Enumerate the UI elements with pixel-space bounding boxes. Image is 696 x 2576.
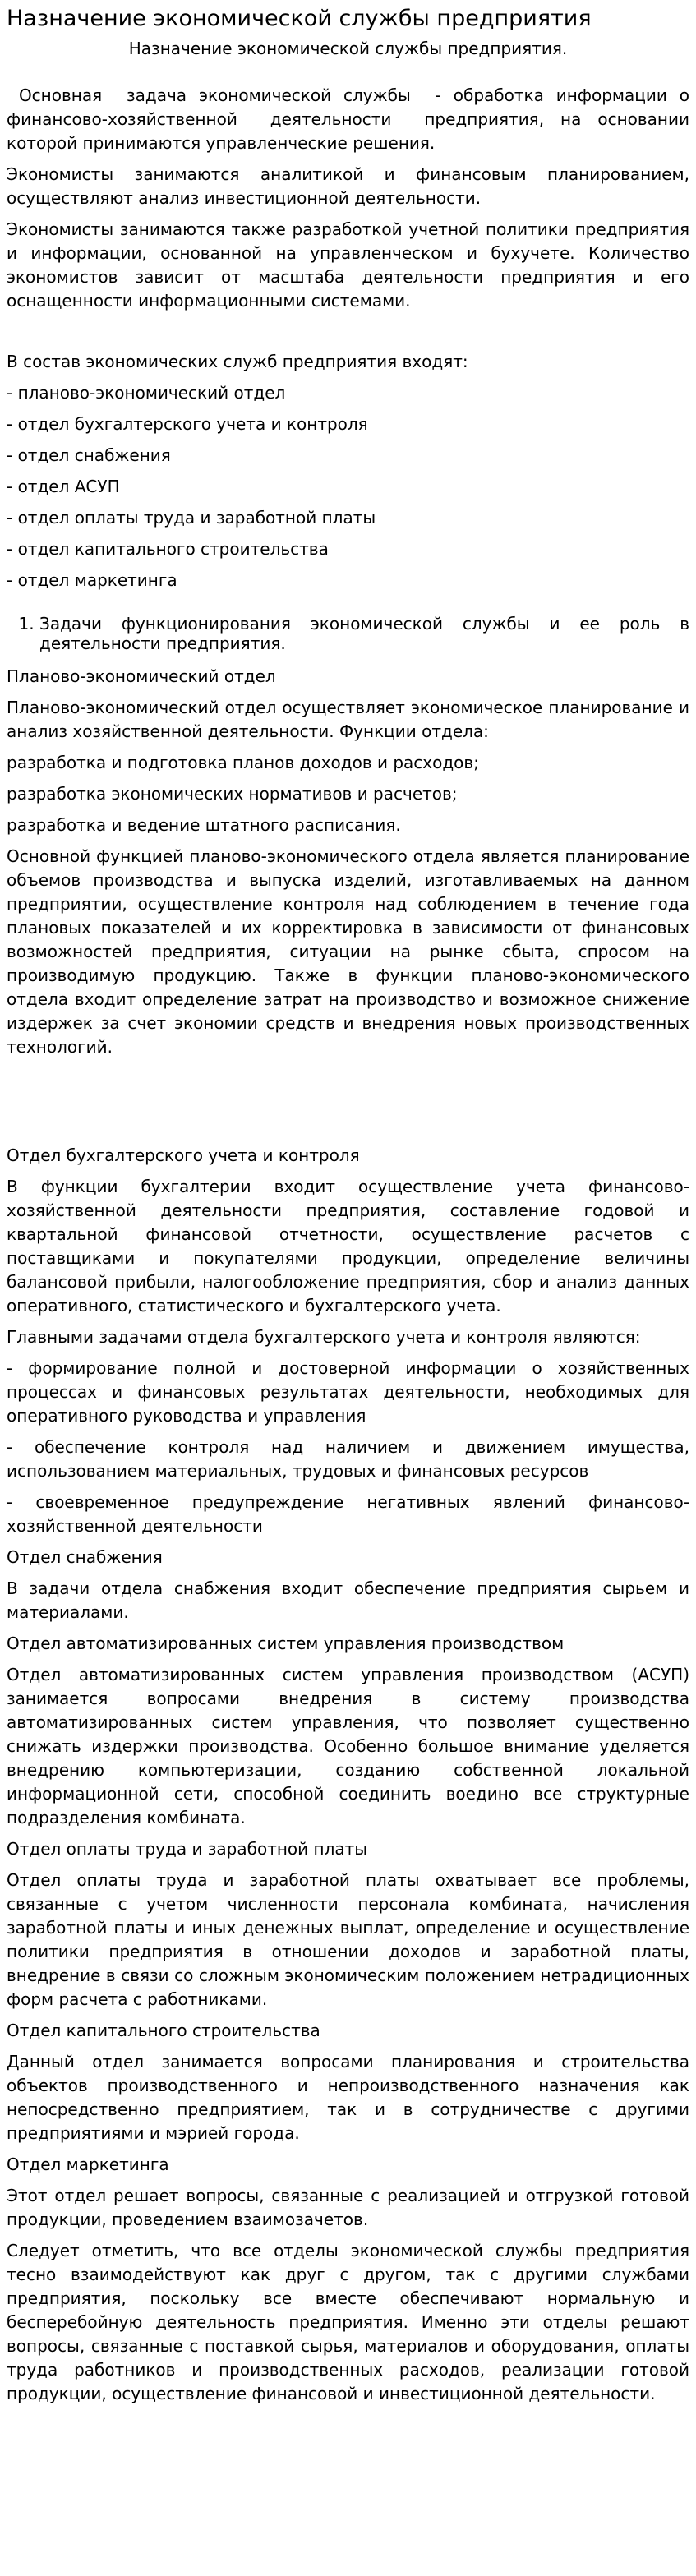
- planning-paragraph: разработка и подготовка планов доходов и расходов;: [7, 753, 479, 772]
- spacer: [7, 320, 689, 350]
- accounting-paragraph: - своевременное предупреждение негативных явлений финансово-хозяйственной деятельности: [7, 1492, 689, 1536]
- section-heading-acs: Отдел автоматизированных систем управления производством: [7, 1634, 565, 1653]
- payroll-paragraph: Отдел оплаты труда и заработной платы охватывает все проблемы, связанные с учетом численности персонала комбината, начисления заработной платы и иных денежных выплат, определение и осуществление политики предприятия в отношении доходов и заработной платы, внедрение в связи со сложным экономическим положением нетрадиционных форм расчета с работниками.: [7, 1870, 689, 2009]
- section-heading-construction: Отдел капитального строительства: [7, 2021, 320, 2040]
- planning-paragraph: Основной функцией планово-экономического отдела является планирование объемов производства и выпуска изделий, изготавливаемых на данном предприятии, осуществление контроля над соблюдением в течение года плановых показателей и их корректировка в зависимости от финансовых возможностей предприятия, ситуации на рынке сбыта, спросом на производимую продукцию. Также в функции планово-экономического отдела входит определение затрат на производство и возможное снижение издержек за счет экономии средств и внедрения новых производственных технологий.: [7, 846, 689, 1057]
- section-heading-supply: Отдел снабжения: [7, 1547, 163, 1567]
- composition-item: - отдел бухгалтерского учета и контроля: [7, 414, 368, 434]
- composition-item: - отдел маркетинга: [7, 570, 177, 590]
- construction-paragraph: Данный отдел занимается вопросами планирования и строительства объектов производственного и непроизводственного назначения как непосредственно предприятием, так и в сотрудничестве с другими предприятиями и мэрией города.: [7, 2052, 689, 2143]
- section-heading-marketing: Отдел маркетинга: [7, 2154, 169, 2174]
- page-subtitle: Назначение экономической службы предприятия.: [128, 39, 568, 58]
- acs-paragraph: Отдел автоматизированных систем управления производством (АСУП) занимается вопросами внедрения в систему производства автоматизированных систем управления, что позволяет существенно снижать издержки производства. Особенно большое внимание уделяется внедрению компьютеризации, созданию собственной локальной информационной сети, способной соединить воедино все структурные подразделения комбината.: [7, 1665, 689, 1827]
- accounting-paragraph: Главными задачами отдела бухгалтерского учета и контроля являются:: [7, 1327, 641, 1347]
- composition-item: - планово-экономический отдел: [7, 383, 286, 403]
- composition-item: - отдел АСУП: [7, 477, 120, 496]
- numbered-list-item: 1. Задачи функционирования экономической службы и ее роль в деятельности предприятия.: [39, 614, 689, 653]
- composition-item: - отдел оплаты труда и заработной платы: [7, 508, 376, 528]
- marketing-paragraph: Этот отдел решает вопросы, связанные с реализацией и отгрузкой готовой продукции, проведением взаимозачетов.: [7, 2186, 689, 2229]
- marketing-paragraph: Следует отметить, что все отделы экономической службы предприятия тесно взаимодействуют как друг с другом, так с другими службами предприятия, поскольку все вместе обеспечивают нормальную и бесперебойную деятельность предприятия. Именно эти отделы решают вопросы, связанные с поставкой сырья, материалов и оборудования, оплаты труда работников и производственных расходов, реализации готовой продукции, осуществление финансовой и инвестиционной деятельности.: [7, 2241, 689, 2403]
- planning-paragraph: разработка экономических нормативов и расчетов;: [7, 784, 458, 804]
- numbered-list: [7, 614, 689, 653]
- composition-item: - отдел снабжения: [7, 445, 171, 465]
- page-title: Назначение экономической службы предприятия: [7, 6, 592, 31]
- composition-intro: В состав экономических служб предприятия входят:: [7, 352, 468, 371]
- section-heading-accounting: Отдел бухгалтерского учета и контроля: [7, 1145, 360, 1165]
- accounting-paragraph: В функции бухгалтерии входит осуществление учета финансово-хозяйственной деятельности предприятия, составление годовой и квартальной финансовой отчетности, осуществление расчетов с поставщиками и покупателями продукции, определение величины балансовой прибыли, налогообложение предприятия, сбор и анализ данных оперативного, статистического и бухгалтерского учета.: [7, 1177, 689, 1316]
- intro-paragraph: Экономисты занимаются аналитикой и финансовым планированием, осуществляют анализ инвестиционной деятельности.: [7, 164, 689, 208]
- section-heading-payroll: Отдел оплаты труда и заработной платы: [7, 1839, 368, 1859]
- section-heading-planning: Планово-экономический отдел: [7, 666, 276, 686]
- intro-paragraph: Экономисты занимаются также разработкой учетной политики предприятия и информации, основанной на управленческом и бухучете. Количество экономистов зависит от масштаба деятельности предприятия и его оснащенности информационными системами.: [7, 219, 689, 311]
- composition-item: - отдел капитального строительства: [7, 539, 329, 559]
- planning-paragraph: разработка и ведение штатного расписания.: [7, 815, 401, 835]
- spacer: [7, 61, 689, 84]
- spacer: [7, 1067, 689, 1144]
- intro-paragraph: Основная задача экономической службы - обработка информации о финансово-хозяйственной деятельности предприятия, на основании которой принимаются управленческие решения.: [7, 85, 695, 153]
- planning-paragraph: Планово-экономический отдел осуществляет экономическое планирование и анализ хозяйственной деятельности. Функции отдела:: [7, 698, 689, 741]
- accounting-paragraph: - обеспечение контроля над наличием и движением имущества, использованием материальных, трудовых и финансовых ресурсов: [7, 1437, 689, 1481]
- supply-paragraph: В задачи отдела снабжения входит обеспечение предприятия сырьем и материалами.: [7, 1578, 689, 1622]
- accounting-paragraph: - формирование полной и достоверной информации о хозяйственных процессах и финансовых результатах деятельности, необходимых для оперативного руководства и управления: [7, 1358, 689, 1426]
